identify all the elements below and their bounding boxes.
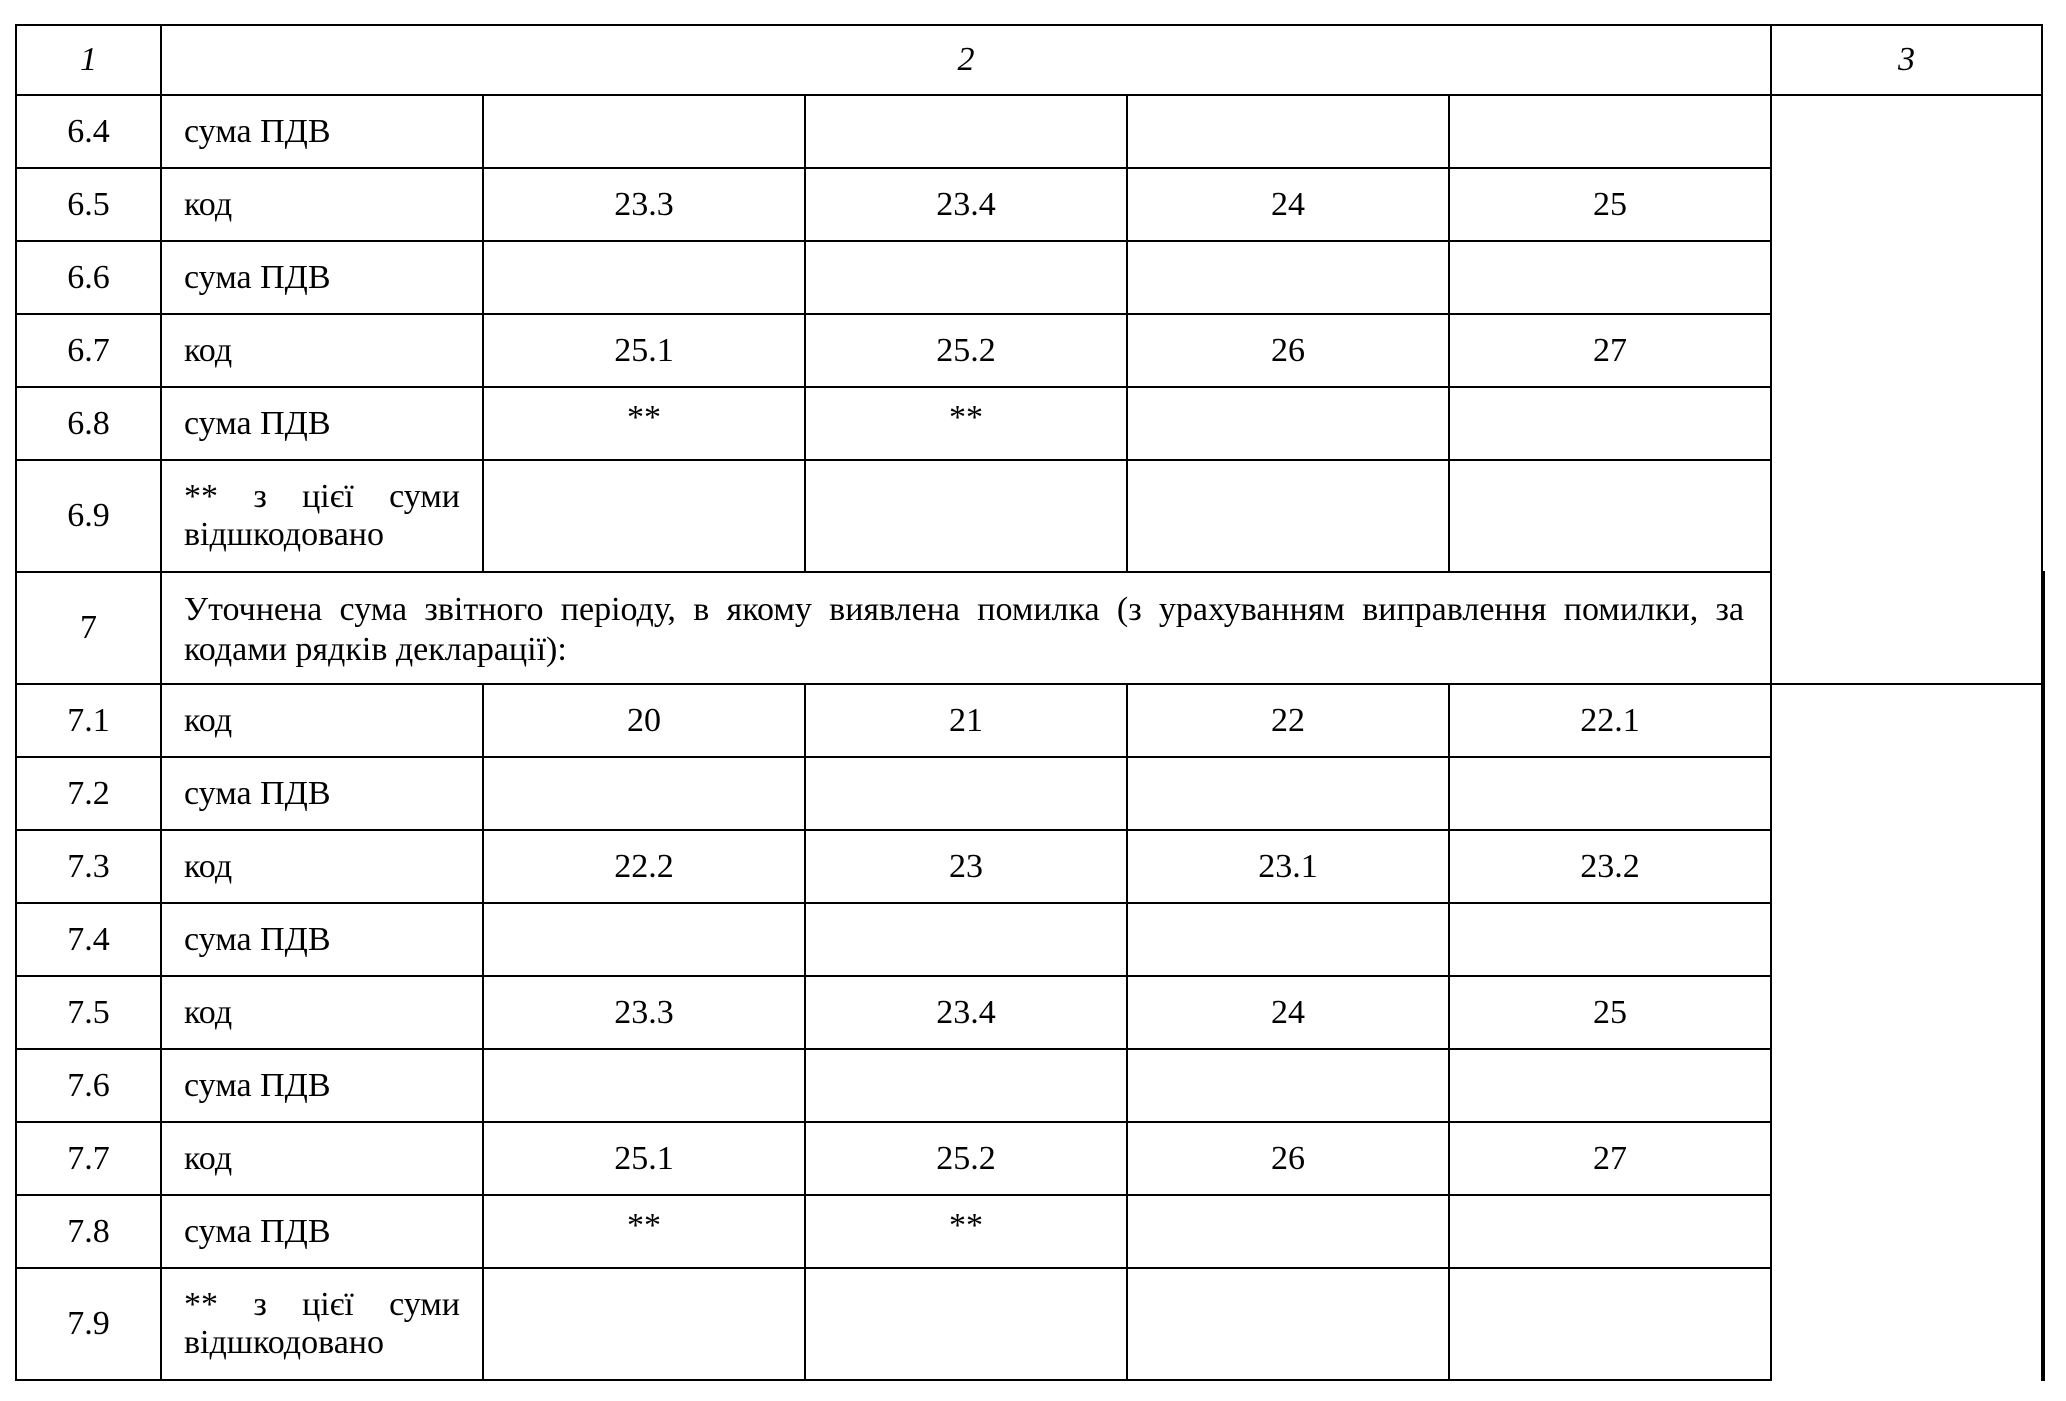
value-cell: 23.3 <box>483 168 805 241</box>
value-cell: 25 <box>1449 976 1771 1049</box>
row-number: 7.3 <box>16 830 161 903</box>
value-cell <box>483 95 805 168</box>
value-cell <box>483 387 805 460</box>
table-row <box>16 1122 2044 1195</box>
value-cell <box>1449 757 1771 830</box>
value-cell <box>805 1195 1127 1268</box>
value-cell: 23 <box>805 830 1127 903</box>
row-number: 6.6 <box>16 241 161 314</box>
value-cell: 26 <box>1127 1122 1449 1195</box>
value-cell <box>1449 1049 1771 1122</box>
table-row <box>16 1049 2044 1122</box>
table-row <box>16 976 2044 1049</box>
value-cell: 22 <box>1127 684 1449 757</box>
value-cell: 20 <box>483 684 805 757</box>
value-cell: 23.3 <box>483 976 805 1049</box>
table-row <box>16 387 2044 460</box>
row-number: 7.6 <box>16 1049 161 1122</box>
value-cell <box>1449 241 1771 314</box>
table-row <box>16 241 2044 314</box>
value-cell: 25.2 <box>805 314 1127 387</box>
value-cell <box>1449 95 1771 168</box>
row-number: 6.4 <box>16 95 161 168</box>
value-cell <box>1449 460 1771 572</box>
stars-mark: ** <box>949 1206 983 1244</box>
value-cell: 25 <box>1449 168 1771 241</box>
value-cell: 23.4 <box>805 168 1127 241</box>
value-cell <box>805 757 1127 830</box>
value-cell <box>483 757 805 830</box>
header-col-2: 2 <box>161 25 1771 95</box>
value-cell <box>1127 241 1449 314</box>
value-cell: 23.1 <box>1127 830 1449 903</box>
value-cell <box>1127 460 1449 572</box>
value-cell <box>805 387 1127 460</box>
row-label: сума ПДВ <box>161 241 483 314</box>
row-number: 7.5 <box>16 976 161 1049</box>
value-cell <box>483 1195 805 1268</box>
value-cell <box>1449 903 1771 976</box>
table-row <box>16 314 2044 387</box>
row-label: сума ПДВ <box>161 1195 483 1268</box>
value-cell <box>483 241 805 314</box>
row-number: 7.8 <box>16 1195 161 1268</box>
value-cell: 25.1 <box>483 1122 805 1195</box>
row-number: 7.1 <box>16 684 161 757</box>
table-row <box>16 757 2044 830</box>
value-cell: 24 <box>1127 168 1449 241</box>
value-cell: 21 <box>805 684 1127 757</box>
note-line-2: відшкодовано <box>184 1324 384 1361</box>
value-cell <box>805 903 1127 976</box>
header-col-1: 1 <box>16 25 161 95</box>
value-cell: 23.2 <box>1449 830 1771 903</box>
row-label: код <box>161 976 483 1049</box>
value-cell: 23.4 <box>805 976 1127 1049</box>
table-row <box>16 1268 2044 1380</box>
declaration-table <box>15 24 2045 1381</box>
value-cell <box>1127 387 1449 460</box>
value-cell <box>805 95 1127 168</box>
note-label <box>161 1268 483 1380</box>
stars-mark: ** <box>627 398 661 436</box>
value-cell <box>1127 1049 1449 1122</box>
value-cell <box>483 1049 805 1122</box>
note-line-1: ** з цієї суми <box>184 1286 460 1323</box>
row-number: 7.2 <box>16 757 161 830</box>
value-cell <box>1127 1195 1449 1268</box>
value-cell <box>1127 95 1449 168</box>
value-cell: 27 <box>1449 1122 1771 1195</box>
row-number: 6.8 <box>16 387 161 460</box>
section6-col3-cell <box>1771 95 2042 684</box>
value-cell <box>483 1268 805 1380</box>
row-number: 6.5 <box>16 168 161 241</box>
value-cell <box>483 903 805 976</box>
value-cell <box>1127 903 1449 976</box>
value-cell <box>1449 1195 1771 1268</box>
row-label: сума ПДВ <box>161 757 483 830</box>
value-cell: 22.1 <box>1449 684 1771 757</box>
value-cell: 27 <box>1449 314 1771 387</box>
stars-mark: ** <box>627 1206 661 1244</box>
table-row <box>16 95 2044 168</box>
section7-col3-cell <box>2042 572 2044 1380</box>
value-cell: 22.2 <box>483 830 805 903</box>
row-label: код <box>161 684 483 757</box>
row-label: сума ПДВ <box>161 387 483 460</box>
header-row <box>16 25 2044 95</box>
value-cell <box>483 460 805 572</box>
value-cell: 24 <box>1127 976 1449 1049</box>
row-number: 7.4 <box>16 903 161 976</box>
value-cell: 25.1 <box>483 314 805 387</box>
table-row <box>16 903 2044 976</box>
row-label: сума ПДВ <box>161 1049 483 1122</box>
row-label: сума ПДВ <box>161 95 483 168</box>
section7-header-row <box>16 572 2044 684</box>
table-row <box>16 460 2044 572</box>
value-cell <box>805 1049 1127 1122</box>
note-line-1: ** з цієї суми <box>184 478 460 515</box>
note-line-2: відшкодовано <box>184 516 384 553</box>
row-label: сума ПДВ <box>161 903 483 976</box>
value-cell <box>1449 387 1771 460</box>
row-label: код <box>161 830 483 903</box>
value-cell <box>805 460 1127 572</box>
value-cell <box>1449 1268 1771 1380</box>
table-row <box>16 1195 2044 1268</box>
row-label: код <box>161 314 483 387</box>
table-row <box>16 684 2044 757</box>
note-label <box>161 460 483 572</box>
value-cell <box>805 1268 1127 1380</box>
row-number: 7.7 <box>16 1122 161 1195</box>
section7-description: Уточнена сума звітного періоду, в якому виявлена помилка (з урахуванням виправлення помилки, за кодами рядків декларації): <box>161 572 1771 684</box>
row-number: 6.7 <box>16 314 161 387</box>
row-label: код <box>161 1122 483 1195</box>
row-number: 7 <box>16 572 161 684</box>
row-label: код <box>161 168 483 241</box>
stars-mark: ** <box>949 398 983 436</box>
value-cell <box>1127 757 1449 830</box>
table-row <box>16 168 2044 241</box>
value-cell <box>805 241 1127 314</box>
row-number: 7.9 <box>16 1268 161 1380</box>
table-row <box>16 830 2044 903</box>
value-cell: 25.2 <box>805 1122 1127 1195</box>
row-number: 6.9 <box>16 460 161 572</box>
header-col-3: 3 <box>1771 25 2042 95</box>
value-cell <box>1127 1268 1449 1380</box>
value-cell: 26 <box>1127 314 1449 387</box>
